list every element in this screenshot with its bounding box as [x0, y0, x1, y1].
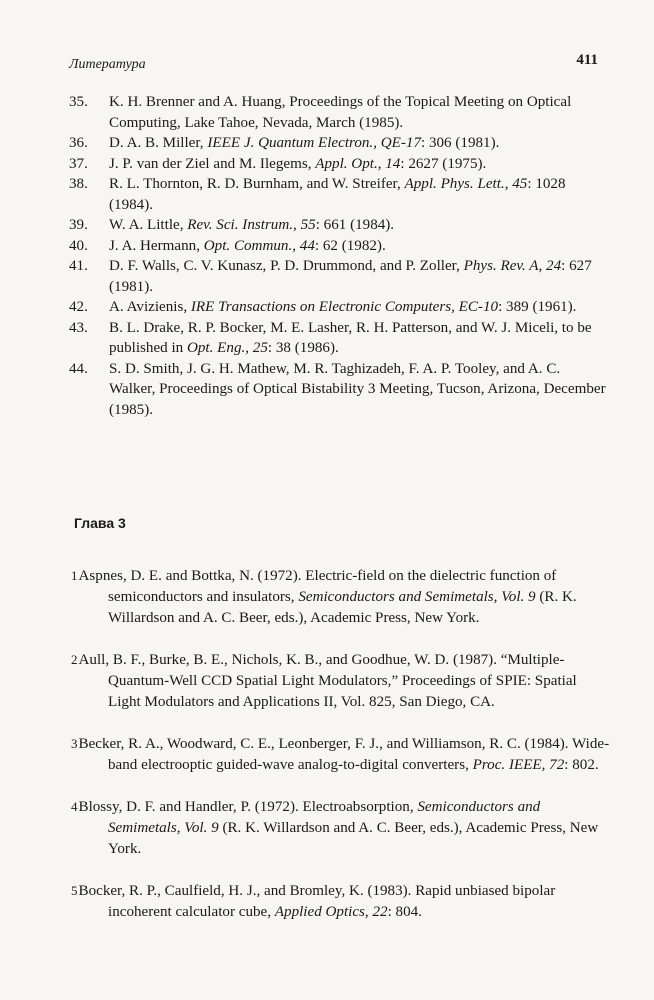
- reference-details: : 306 (1981).: [421, 135, 500, 151]
- reference-item: [60, 565, 610, 629]
- reference-source: IEEE J. Quantum Electron., QE-17: [207, 135, 421, 151]
- reference-number: 35.: [69, 94, 88, 110]
- reference-source: Opt. Commun., 44: [203, 237, 315, 254]
- reference-details: : 2627 (1975).: [400, 155, 487, 172]
- reference-source: Appl. Opt., 14: [315, 155, 401, 172]
- reference-43: [69, 318, 609, 359]
- reference-text: Bocker, R. P., Caulfield, H. J., and Bromley, K. (1983). Rapid unbiased bipolar incoherent calculator cube,: [78, 883, 556, 920]
- reference-number: 39.: [69, 217, 88, 233]
- reference-item: [60, 796, 610, 860]
- reference-text: D. A. B. Miller,: [109, 135, 208, 151]
- reference-list-part1: [69, 92, 609, 420]
- reference-details: : 1028 (1984).: [109, 176, 566, 213]
- reference-text: A. Avizienis,: [109, 299, 191, 315]
- reference-42: [69, 297, 609, 318]
- reference-source: IRE Transactions on Electronic Computers, EC-10: [190, 299, 499, 315]
- reference-41: [69, 256, 609, 297]
- reference-number: 44.: [69, 360, 88, 377]
- reference-number: 2: [71, 652, 78, 667]
- reference-list-part2: [60, 565, 610, 943]
- reference-text: Aull, B. F., Burke, B. E., Nichols, K. B., and Goodhue, W. D. (1987). “Multiple-Quantum-Well CCD Spatial Light Modulators,” Proceedings of SPIE: Spatial Light Modulators and Applications II, Vol. 825, San Diego, CA.: [78, 652, 577, 710]
- reference-text: S. D. Smith, J. G. H. Mathew, M. R. Taghizadeh, F. A. P. Tooley, and A. C. Walker, Proceedings of Optical Bistability 3 Meeting, Tucson, Arizona, December (1985).: [109, 360, 606, 418]
- reference-37: [69, 154, 609, 175]
- reference-details: : 62 (1982).: [314, 237, 386, 254]
- reference-source: Opt. Eng., 25: [186, 340, 268, 356]
- reference-details: : 627 (1981).: [109, 258, 592, 295]
- reference-details: : 661 (1984).: [315, 217, 395, 233]
- reference-source: Applied Optics, 22: [274, 904, 388, 920]
- reference-item: [60, 880, 610, 923]
- reference-36: [69, 133, 609, 154]
- reference-source: Semiconductors and Semimetals, Vol. 9: [108, 799, 541, 836]
- reference-text: Aspnes, D. E. and Bottka, N. (1972). Electric-field on the dielectric function of semiconductors and insulators,: [78, 568, 557, 605]
- reference-details: (R. K. Willardson and A. C. Beer, eds.), Academic Press, New York.: [108, 820, 599, 857]
- reference-source: Proc. IEEE, 72: [472, 757, 565, 773]
- reference-source: Phys. Rev. A, 24: [463, 258, 562, 274]
- reference-number: 5: [71, 883, 78, 898]
- reference-source: Appl. Phys. Lett., 45: [404, 176, 528, 192]
- page-number: 411: [576, 52, 598, 68]
- reference-details: (R. K. Willardson and A. C. Beer, eds.), Academic Press, New York.: [108, 589, 577, 626]
- reference-item: [60, 733, 610, 776]
- reference-details: : 802.: [564, 757, 599, 773]
- reference-38: [69, 174, 609, 215]
- reference-text: J. A. Hermann,: [109, 237, 204, 254]
- reference-35: [69, 92, 609, 133]
- reference-number: 36.: [69, 135, 88, 151]
- reference-40: [69, 236, 609, 257]
- reference-text: B. L. Drake, R. P. Bocker, M. E. Lasher, R. H. Patterson, and W. J. Miceli, to be published in: [109, 319, 592, 356]
- reference-number: 3: [71, 736, 78, 751]
- reference-text: Blossy, D. F. and Handler, P. (1972). Electroabsorption,: [78, 799, 418, 815]
- running-title: Литература: [69, 57, 146, 72]
- reference-number: 42.: [69, 299, 88, 315]
- reference-number: 4: [71, 799, 78, 814]
- reference-number: 1: [71, 568, 78, 583]
- reference-details: : 38 (1986).: [267, 340, 339, 356]
- reference-item: [60, 649, 610, 713]
- reference-text: R. L. Thornton, R. D. Burnham, and W. Streifer,: [109, 176, 405, 192]
- reference-text: J. P. van der Ziel and M. Ilegems,: [109, 155, 316, 172]
- reference-source: Semiconductors and Semimetals, Vol. 9: [298, 589, 536, 605]
- reference-44: [69, 359, 609, 421]
- reference-number: 41.: [69, 258, 88, 274]
- reference-number: 37.: [69, 155, 88, 172]
- reference-text: Becker, R. A., Woodward, C. E., Leonberger, F. J., and Williamson, R. C. (1984). Wide-band electrooptic guided-wave analog-to-digital converters,: [78, 736, 610, 773]
- reference-details: : 804.: [387, 904, 422, 920]
- reference-details: : 389 (1961).: [498, 299, 577, 315]
- reference-number: 43.: [69, 319, 88, 336]
- reference-number: 38.: [69, 176, 88, 192]
- reference-text: D. F. Walls, C. V. Kunasz, P. D. Drummond, and P. Zoller,: [109, 258, 464, 274]
- chapter-heading: Глава 3: [74, 515, 126, 531]
- reference-text: W. A. Little,: [109, 217, 188, 233]
- reference-source: Rev. Sci. Instrum., 55: [187, 217, 316, 233]
- reference-text: K. H. Brenner and A. Huang, Proceedings of the Topical Meeting on Optical Computing, Lake Tahoe, Nevada, March (1985).: [109, 94, 572, 131]
- reference-number: 40.: [69, 237, 88, 254]
- reference-39: [69, 215, 609, 236]
